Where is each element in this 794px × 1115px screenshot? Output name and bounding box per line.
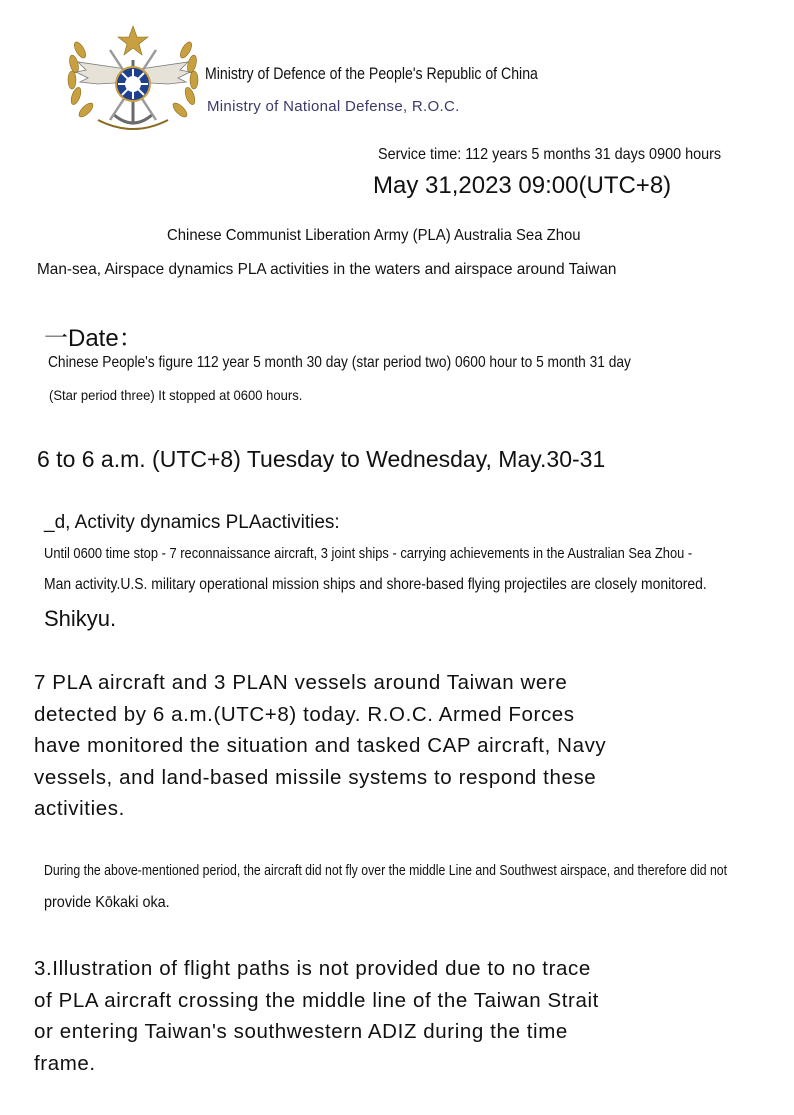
paragraph-line: activities. [34,797,125,820]
activity-section-line1: Until 0600 time stop - 7 reconnaissance aircraft, 3 joint ships - carrying achievements in the Australian Sea Zhou - [44,545,693,562]
date-section-label: 一Date： [44,325,143,352]
report-date: May 31,2023 09:00(UTC+8) [373,172,672,199]
paragraph-line: 3.Illustration of flight paths is not provided due to no trace [34,957,591,980]
paragraph-line: or entering Taiwan's southwestern ADIZ during the time [34,1020,568,1043]
date-section-line2: (Star period three) It stopped at 0600 hours. [49,387,303,403]
ministry-name-line2: Ministry of National Defense, R.O.C. [207,98,460,115]
activity-section-line3: Shikyu. [44,606,117,631]
note-section-line1: During the above-mentioned period, the aircraft did not fly over the middle Line and Southwest airspace, and therefore did not [44,862,728,879]
activity-section-label: _d, Activity dynamics PLAactivities: [44,512,340,533]
service-time: Service time: 112 years 5 months 31 days 0900 hours [378,146,722,163]
ministry-emblem-logo [58,20,208,138]
paragraph-line: detected by 6 a.m.(UTC+8) today. R.O.C. Armed Forces [34,702,575,726]
heading-line1: Chinese Communist Liberation Army (PLA) Australia Sea Zhou [167,227,581,244]
note-english-paragraph [34,953,764,1079]
paragraph-line: vessels, and land-based missile systems to respond these [34,765,597,789]
date-section-line1: Chinese People's figure 112 year 5 month 30 day (star period two) 0600 hour to 5 month 31 day [48,354,631,371]
date-section-english: 6 to 6 a.m. (UTC+8) Tuesday to Wednesday, May.30-31 [37,446,606,472]
ministry-name-line1: Ministry of Defence of the People's Republic of China [205,64,538,83]
paragraph-line: have monitored the situation and tasked CAP aircraft, Navy [34,734,607,757]
paragraph-line: 7 PLA aircraft and 3 PLAN vessels around Taiwan were [34,671,568,694]
paragraph-line: frame. [34,1051,96,1075]
note-section-line2: provide Kōkaki oka. [44,894,170,911]
paragraph-line: of PLA aircraft crossing the middle line of the Taiwan Strait [34,988,599,1012]
activity-section-line2: Man activity.U.S. military operational mission ships and shore-based flying projectiles are closely monitored. [44,576,707,593]
heading-line2: Man-sea, Airspace dynamics PLA activities in the waters and airspace around Taiwan [37,261,617,278]
activity-english-paragraph [34,667,764,825]
